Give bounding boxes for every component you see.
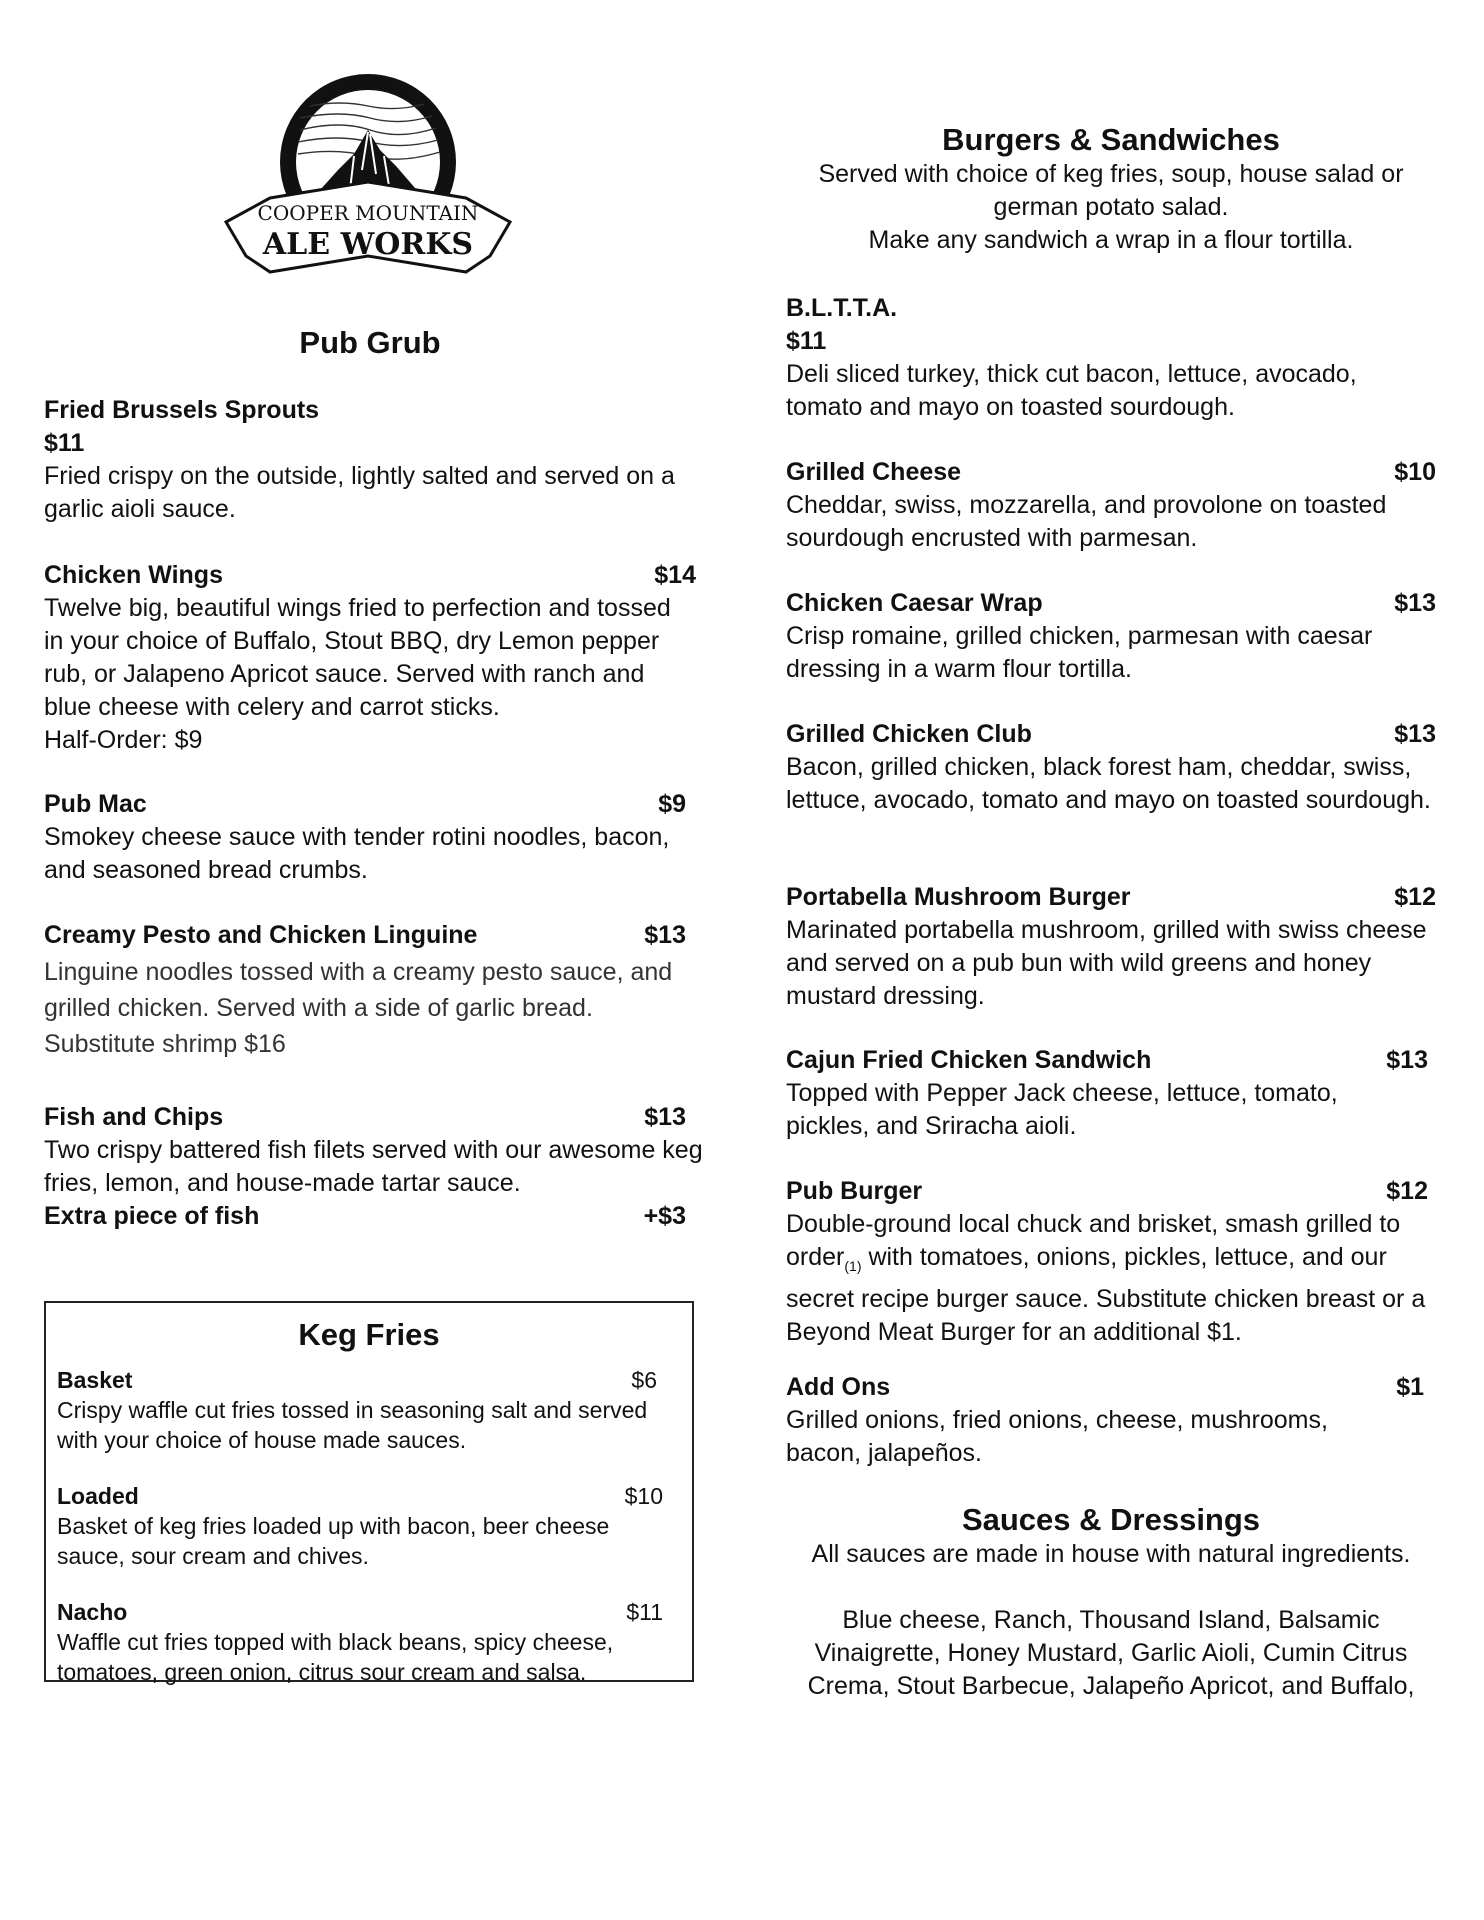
item-name: Fish and Chips [44,1103,224,1131]
item-name: Add Ons [786,1373,891,1401]
menu-item [786,456,1436,555]
item-description: Twelve big, beautiful wings fried to perfection and tossed in your choice of Buffalo, Stout BBQ, dry Lemon pepper rub, or Jalapeno Apricot sauce. Served with ranch and blue cheese with celery and carrot sticks. [44,594,671,721]
pub-grub-title: Pub Grub [299,325,441,360]
burgers-header [786,122,1436,257]
item-name: Grilled Chicken Club [786,720,1032,748]
sauces-intro: All sauces are made in house with natural ingredients. [811,1540,1411,1568]
item-price: $12 [1394,883,1436,911]
item-name: B.L.T.T.A. [786,294,898,322]
item-price: $11 [626,1599,663,1625]
item-note: Half-Order: $9 [44,726,203,754]
item-name: Pub Burger [786,1177,923,1205]
item-name: Chicken Caesar Wrap [786,589,1043,617]
item-description: Basket of keg fries loaded up with bacon, beer cheese sauce, sour cream and chives. [57,1513,610,1569]
menu-item [57,1365,677,1455]
item-description: Deli sliced turkey, thick cut bacon, lettuce, avocado, tomato and mayo on toasted sourdough. [786,360,1357,421]
item-name: Cajun Fried Chicken Sandwich [786,1046,1152,1074]
item-price: $11 [44,429,85,457]
item-description: Fried crispy on the outside, lightly salted and served on a garlic aioli sauce. [44,462,675,523]
menu-item [786,1371,1424,1470]
item-description: Cheddar, swiss, mozzarella, and provolone on toasted sourdough encrusted with parmesan. [786,491,1387,552]
item-price: $14 [654,561,696,589]
item-description: Topped with Pepper Jack cheese, lettuce, tomato, pickles, and Sriracha aioli. [786,1079,1338,1140]
item-name: Grilled Cheese [786,458,962,486]
item-description: Crisp romaine, grilled chicken, parmesan with caesar dressing in a warm flour tortilla. [786,622,1373,683]
item-note: Substitute shrimp $16 [44,1030,286,1058]
item-name: Fried Brussels Sprouts [44,396,320,424]
logo-text-main: ALE WORKS [262,227,474,262]
addon-name: Extra piece of fish [44,1202,260,1230]
keg-fries-title: Keg Fries [298,1317,440,1352]
item-name: Nacho [57,1599,128,1625]
item-name: Pub Mac [44,790,147,818]
item-description: Bacon, grilled chicken, black forest ham, cheddar, swiss, lettuce, avocado, tomato and mayo on toasted sourdough. [786,753,1431,814]
item-price: $13 [644,921,686,949]
item-description: Linguine noodles tossed with a creamy pesto sauce, and grilled chicken. Served with a side of garlic bread. [44,958,673,1022]
footnote-marker: (1) [844,1258,862,1274]
item-price: $6 [631,1367,657,1393]
menu-item [786,881,1436,1013]
item-price: $13 [1394,720,1436,748]
item-name: Basket [57,1367,133,1393]
item-description: Crispy waffle cut fries tossed in seasoning salt and served with your choice of house made sauces. [57,1397,648,1453]
menu-item [786,292,1436,424]
item-description: Two crispy battered fish filets served with our awesome keg fries, lemon, and house-made tartar sauce. [44,1136,703,1197]
menu-item [44,394,696,526]
item-description [786,1208,1428,1349]
item-name: Portabella Mushroom Burger [786,883,1131,911]
menu-item [786,718,1436,817]
item-name: Creamy Pesto and Chicken Linguine [44,921,478,949]
burgers-title: Burgers & Sandwiches [942,122,1280,157]
menu-item [786,1044,1428,1143]
description-part: Double-ground local chuck and brisket, smash grilled to order [786,1210,1401,1271]
sauces-title: Sauces & Dressings [961,1502,1261,1537]
item-description: Smokey cheese sauce with tender rotini noodles, bacon, and seasoned bread crumbs. [44,823,670,884]
item-description: Grilled onions, fried onions, cheese, mushrooms, bacon, jalapeños. [786,1406,1328,1467]
menu-item [44,919,686,1062]
brewery-logo [220,70,516,300]
item-price: $13 [1394,589,1436,617]
menu-item [57,1481,677,1571]
burgers-intro: Served with choice of keg fries, soup, house salad or german potato salad. [818,160,1404,221]
burgers-wrap-note: Make any sandwich a wrap in a flour tortilla. [868,226,1354,254]
menu-item [44,559,696,757]
item-price: $13 [644,1103,686,1131]
item-price: $11 [786,327,827,355]
item-name: Loaded [57,1483,139,1509]
item-price: $13 [1386,1046,1428,1074]
item-price: $10 [624,1483,663,1509]
addon-price: +$3 [643,1202,686,1230]
logo-text-top: COOPER MOUNTAIN [257,201,479,225]
keg-fries-box [44,1301,694,1685]
item-price: $1 [1396,1373,1424,1401]
menu-item [44,1101,704,1233]
sauces-section [786,1502,1436,1703]
menu-item [44,788,686,887]
item-price: $10 [1394,458,1436,486]
description-part: with tomatoes, onions, pickles, lettuce, and our secret recipe burger sauce. Substitute chicken breast or a Beyond Meat Burger for an additional $1. [786,1243,1426,1346]
sauces-list: Blue cheese, Ranch, Thousand Island, Balsamic Vinaigrette, Honey Mustard, Garlic Aioli, Cumin Citrus Crema, Stout Barbecue, Jalapeño Apricot, and Buffalo, [807,1606,1415,1700]
menu-item [57,1597,677,1687]
item-description: Waffle cut fries topped with black beans, spicy cheese, tomatoes, green onion, citrus sour cream and salsa. [57,1629,614,1685]
item-name: Chicken Wings [44,561,223,589]
menu-item [786,587,1436,686]
item-description: Marinated portabella mushroom, grilled with swiss cheese and served on a pub bun with wild greens and honey mustard dressing. [786,916,1427,1010]
item-price: $9 [658,790,686,818]
menu-item [786,1175,1428,1349]
item-price: $12 [1386,1177,1428,1205]
